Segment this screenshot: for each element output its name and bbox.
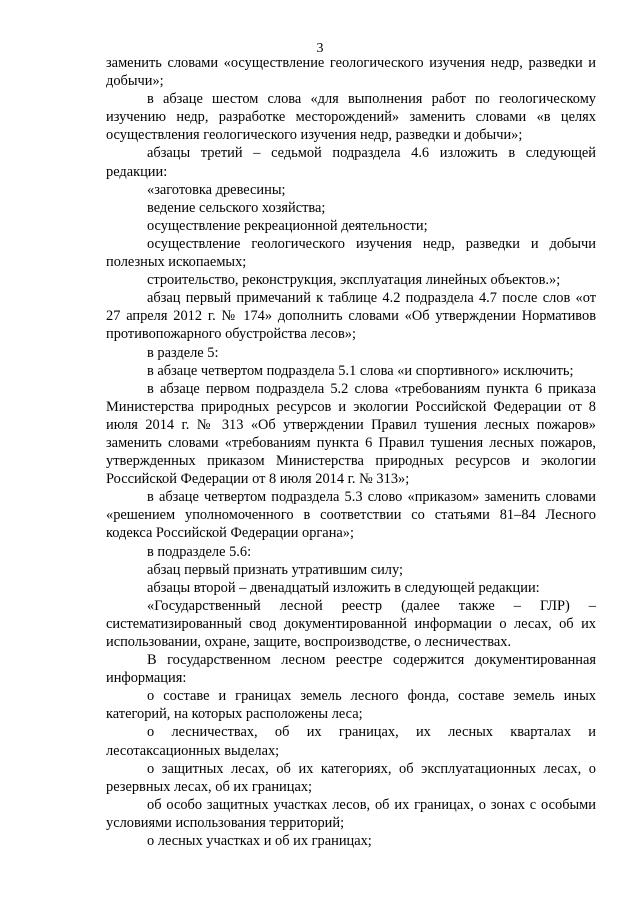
paragraph: о лесных участках и об их границах; (147, 833, 372, 850)
paragraph: осуществление геологического изучения недр, разведки и добычи полезных ископаемых; (106, 235, 596, 271)
paragraph: об особо защитных участках лесов, об их границах, о зонах с особыми условиями использования территорий; (106, 796, 596, 831)
paragraph: в абзаце четвертом подраздела 5.1 слова «и спортивного» исключить; (147, 362, 574, 379)
paragraph: в разделе 5: (147, 344, 219, 361)
document-body (106, 54, 596, 850)
paragraph: о лесничествах, об их границах, их лесных кварталах и лесотаксационных выделах; (106, 724, 596, 759)
paragraph: ведение сельского хозяйства; (147, 199, 326, 216)
paragraph: абзац первый примечаний к таблице 4.2 подраздела 4.7 после слов «от 27 апреля 2012 г. № 174» дополнить словами «Об утверждении Нормативов противопожарного обустройства лесов»; (106, 290, 596, 343)
paragraph: «заготовка древесины; (147, 181, 286, 198)
page-number: 3 (316, 41, 324, 56)
paragraph: абзац первый признать утратившим силу; (147, 561, 403, 578)
paragraph: заменить словами «осуществление геологического изучения недр, разведки и добычи»; (106, 55, 596, 90)
paragraph: строительство, реконструкция, эксплуатация линейных объектов.»; (147, 272, 561, 289)
paragraph: о защитных лесах, об их категориях, об эксплуатационных лесах, о резервных лесах, об их границах; (106, 760, 596, 795)
paragraph: о составе и границах земель лесного фонда, составе земель иных категорий, на которых расположены леса; (106, 688, 596, 723)
paragraph: в абзаце шестом слова «для выполнения работ по геологическому изучению недр, разработке месторождений» заменить словами «в целях осуществления геологического изучения недр, разведки и добычи»; (106, 91, 596, 144)
paragraph: абзацы второй – двенадцатый изложить в следующей редакции: (147, 579, 540, 596)
paragraph: в подразделе 5.6: (147, 543, 252, 560)
paragraph: «Государственный лесной реестр (далее также – ГЛР) – систематизированный свод документированной информации о лесах, об их использовании, охране, защите, воспроизводстве, о лесничествах. (106, 597, 596, 650)
paragraph: В государственном лесном реестре содержится документированная информация: (106, 652, 596, 687)
paragraph: осуществление рекреационной деятельности; (147, 217, 428, 234)
paragraph: в абзаце четвертом подраздела 5.3 слово «приказом» заменить словами «решением уполномоченного в соответствии со статьями 81–84 Лесного кодекса Российской Федерации органа»; (106, 489, 596, 542)
paragraph: абзацы третий – седьмой подраздела 4.6 изложить в следующей редакции: (106, 145, 596, 180)
paragraph: в абзаце первом подраздела 5.2 слова «требованиям пункта 6 приказа Министерства природных ресурсов и экологии Российской Федерации от 8 июля 2014 г. № 313 «Об утверждении Правил тушения лесных пожаров» заменить словами «требованиям пункта 6 Правил тушения лесных пожаров, утвержденных приказом Министерства природных ресурсов и экологии Российской Федерации от 8 июля 2014 г. № 313»; (106, 380, 596, 488)
